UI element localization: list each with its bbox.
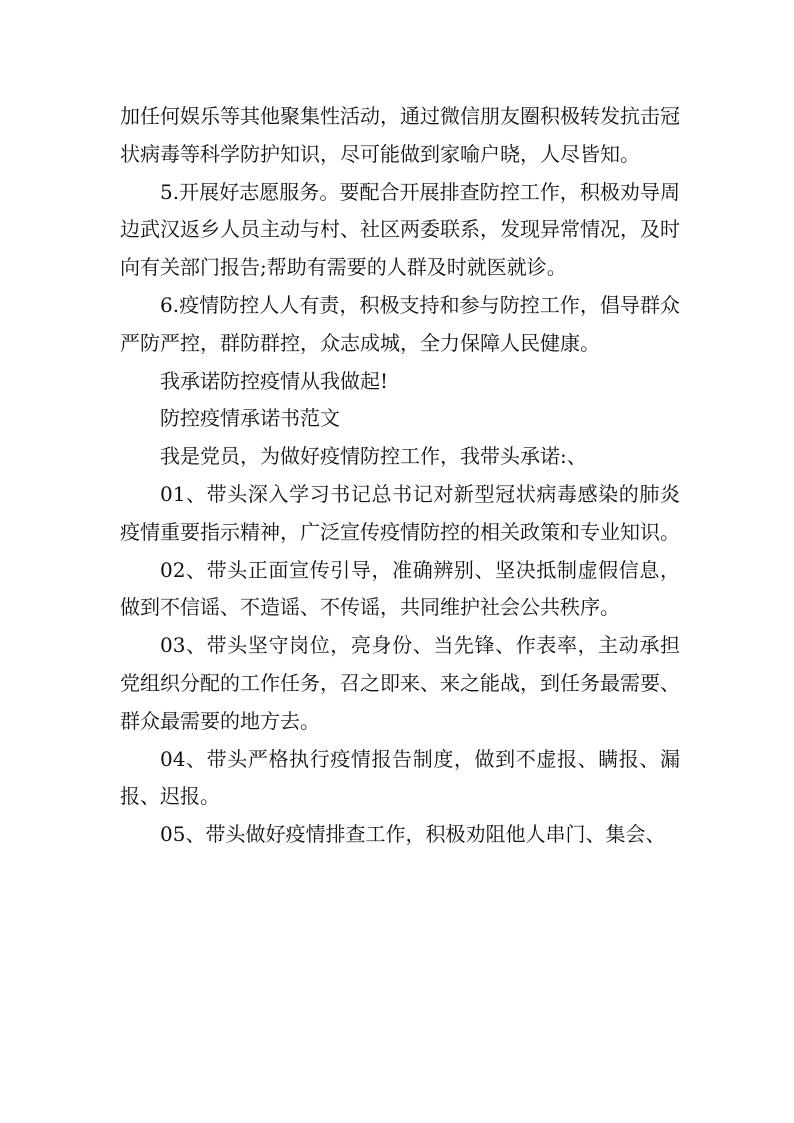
paragraph-pledge-statement: 我承诺防控疫情从我做起! (160, 368, 389, 393)
document-body (120, 98, 680, 854)
section-title: 防控疫情承诺书范文 (160, 406, 340, 431)
paragraph-pledge-03: 03、带头坚守岗位，亮身份、当先锋、作表率，主动承担党组织分配的工作任务，召之即来、来之能战，到任务最需要、群众最需要的地方去。 (120, 633, 680, 733)
paragraph-pledge-05: 05、带头做好疫情排查工作，积极劝阻他人串门、集会、 (160, 822, 666, 847)
paragraph-pledge-01: 01、带头深入学习书记总书记对新型冠状病毒感染的肺炎疫情重要指示精神，广泛宣传疫情防控的相关政策和专业知识。 (120, 481, 680, 544)
paragraph-item-5: 5.开展好志愿服务。要配合开展排查防控工作，积极劝导周边武汉返乡人员主动与村、社区两委联系，发现异常情况，及时向有关部门报告;帮助有需要的人群及时就医就诊。 (120, 179, 680, 280)
paragraph-continuation: 加任何娱乐等其他聚集性活动，通过微信朋友圈积极转发抗击冠状病毒等科学防护知识，尽可能做到家喻户晓，人尽皆知。 (120, 104, 680, 166)
paragraph-item-6: 6.疫情防控人人有责，积极支持和参与防控工作，倡导群众严防严控，群防群控，众志成城，全力保障人民健康。 (120, 292, 680, 355)
paragraph-pledge-02: 02、带头正面宣传引导，准确辨别、坚决抵制虚假信息，做到不信谣、不造谣、不传谣，共同维护社会公共秩序。 (120, 557, 680, 620)
paragraph-pledge-04: 04、带头严格执行疫情报告制度，做到不虚报、瞒报、漏报、迟报。 (120, 746, 680, 809)
paragraph-intro: 我是党员，为做好疫情防控工作，我带头承诺:、 (160, 444, 587, 469)
